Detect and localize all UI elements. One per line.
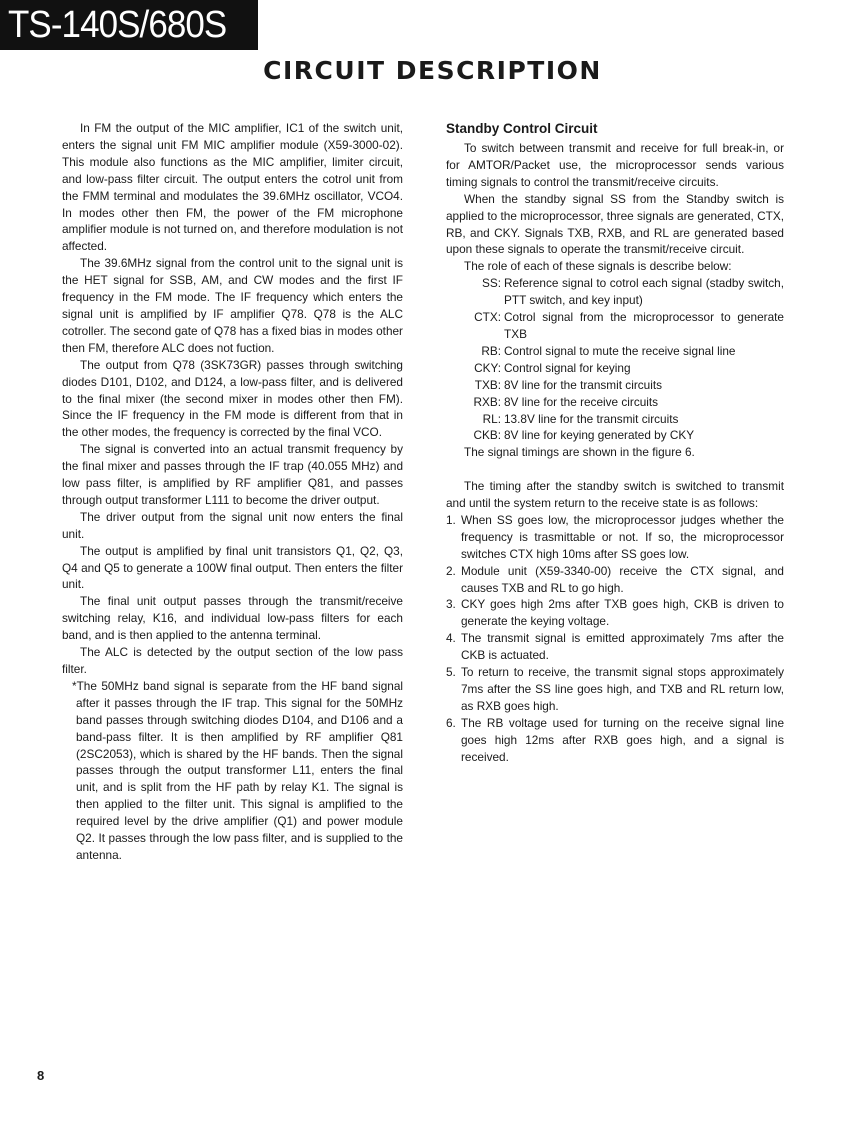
signal-row-ss xyxy=(446,275,784,309)
step-number: 1. xyxy=(446,512,456,527)
step-text: The transmit signal is emitted approximately 7ms after the CKB is actuated. xyxy=(461,631,784,663)
timing-step xyxy=(446,630,784,664)
spacer xyxy=(446,461,784,478)
page-title: CIRCUIT DESCRIPTION xyxy=(263,56,602,85)
paragraph-final-mixer: The signal is converted into an actual transmit frequency by the final mixer and passes through the IF trap (40.055 MHz) and low pass filter, is amplified by RF amplifier Q81, and passes through output transformer L111 to become the driver output. xyxy=(62,442,403,507)
timing-step xyxy=(446,664,784,715)
page-number: 8 xyxy=(37,1068,45,1083)
signal-description: 8V line for the transmit circuits xyxy=(504,377,663,392)
paragraph-fm-mic: In FM the output of the MIC amplifier, IC1 of the switch unit, enters the signal unit FM MIC amplifier module (X59-3000-02). This module also functions as the MIC amplifier, limiter circuit, and low-pass filter circuit. The output enters the cotrol unit from the FMM terminal and modulates the 39.6MHz oscillator, VCO4. In modes other then FM, the power of the FM microphone amplifier module is not turned on, and therefore modulation is not affected. xyxy=(62,121,403,254)
step-text: The RB voltage used for turning on the receive signal line goes high 12ms after RXB goes high, and a signal is received. xyxy=(461,715,784,764)
signal-list xyxy=(446,275,784,444)
signal-description: Control signal to mute the receive signal line xyxy=(504,343,736,358)
section-heading-standby: Standby Control Circuit xyxy=(446,121,598,136)
paragraph-driver-output: The driver output from the signal unit now enters the final unit. xyxy=(62,509,403,541)
signal-description: Cotrol signal from the microprocessor to generate TXB xyxy=(504,310,784,341)
paragraph-q78-output: The output from Q78 (3SK73GR) passes through switching diodes D101, D102, and D124, a low-pass filter, and is delivered to the final mixer (the second mixer in modes other then FM). Since the IF frequency in the FM mode is different from that in the other modes, the frequency is corrected by the final VCO. xyxy=(62,357,403,440)
signal-name: RXB: xyxy=(473,394,501,409)
signal-description: 13.8V line for the transmit circuits xyxy=(504,411,679,426)
paragraph-timing-note: The signal timings are shown in the figure 6. xyxy=(464,445,695,460)
paragraph-standby-intro: To switch between transmit and receive for full break-in, or for AMTOR/Packet use, the microprocessor sends various timing signals to control the transmit/receive circuits. xyxy=(446,141,784,189)
signal-name: TXB: xyxy=(474,377,501,392)
step-text: When SS goes low, the microprocessor judges whether the frequency is trasmittable or not. If so, the microprocessor switches CTX high 10ms after SS goes low. xyxy=(461,512,784,561)
left-column xyxy=(62,120,403,864)
note-50mhz-band: *The 50MHz band signal is separate from the HF band signal after it passes through the IF trap. This signal for the 50MHz band passes through switching diodes D104, and D106 and a band-pass filter. It is then amplified by RF amplifier Q81 (2SC2053), which is shared by the HF bands. Then the signal passes through the output transformer L11, enters the final unit, and is split from the HF path by relay K1. The signal is then applied to the filter unit. This signal is amplified to the required level by the drive amplifier (Q1) and power module Q2. It passes through the low pass filter, and is supplied to the antenna. xyxy=(72,678,403,862)
signal-description: Reference signal to cotrol each signal (stadby switch, PTT switch, and key input) xyxy=(504,276,784,308)
step-text: To return to receive, the transmit signal stops approximately 7ms after the SS line goes high, and TXB and RL return low, as RXB goes high. xyxy=(461,665,784,713)
signal-description: Control signal for keying xyxy=(504,360,631,375)
signal-name: RL: xyxy=(482,411,501,426)
paragraph-standby-signals: When the standby signal SS from the Standby switch is applied to the microprocessor, three signals are generated, CTX, RB, and CKY. Signals TXB, RXB, and RL are generated based upon these signals to operate the transmit/receive circuit. xyxy=(446,191,784,257)
step-number: 5. xyxy=(446,665,456,680)
signal-name: RB: xyxy=(481,343,501,358)
signal-name: SS: xyxy=(481,276,501,291)
right-column xyxy=(446,120,784,766)
signal-description: 8V line for the receive circuits xyxy=(504,394,659,409)
signal-row-ctx xyxy=(446,309,784,343)
signal-row-rxb xyxy=(446,394,784,411)
model-name: TS-140S/680S xyxy=(8,4,227,46)
signal-name: CKY: xyxy=(474,360,501,375)
paragraph-sequence-intro: The timing after the standby switch is switched to transmit and until the system return to the receive state is as follows: xyxy=(446,479,784,511)
timing-step xyxy=(446,715,784,766)
timing-step xyxy=(446,563,784,597)
signal-row-txb xyxy=(446,377,784,394)
signal-description: 8V line for keying generated by CKY xyxy=(504,428,695,443)
paragraph-final-transistors: The output is amplified by final unit transistors Q1, Q2, Q3, Q4 and Q5 to generate a 100W final output. Then enters the filter unit. xyxy=(62,543,403,592)
signal-name: CKB: xyxy=(473,428,501,443)
step-text: Module unit (X59-3340-00) receive the CTX signal, and causes TXB and RL to go high. xyxy=(461,563,784,595)
timing-steps xyxy=(446,512,784,766)
step-number: 3. xyxy=(446,597,456,612)
timing-step xyxy=(446,512,784,563)
paragraph-alc: The ALC is detected by the output section of the low pass filter. xyxy=(62,645,403,676)
step-number: 6. xyxy=(446,715,456,730)
step-number: 2. xyxy=(446,563,456,578)
step-number: 4. xyxy=(446,631,456,646)
signal-row-rb xyxy=(446,343,784,360)
signal-row-rl xyxy=(446,411,784,428)
timing-step xyxy=(446,596,784,630)
paragraph-relay-k16: The final unit output passes through the transmit/receive switching relay, K16, and individual low-pass filters for each band, and is then applied to the antenna terminal. xyxy=(62,594,403,643)
model-banner xyxy=(0,0,258,50)
signal-name: CTX: xyxy=(474,310,501,325)
paragraph-het-signal: The 39.6MHz signal from the control unit to the signal unit is the HET signal for SSB, AM, and CW modes and the first IF frequency in the FM mode. The IF frequency which enters the signal unit is amplified by IF amplifier Q78. Q78 is the ALC cotroller. The second gate of Q78 has a fixed bias in modes other then FM, therefore ALC does not fuction. xyxy=(62,256,403,355)
step-text: CKY goes high 2ms after TXB goes high, CKB is driven to generate the keying voltage. xyxy=(461,597,784,629)
signal-row-ckb xyxy=(446,427,784,444)
signal-row-cky xyxy=(446,360,784,377)
paragraph-role-intro: The role of each of these signals is describe below: xyxy=(464,259,732,274)
